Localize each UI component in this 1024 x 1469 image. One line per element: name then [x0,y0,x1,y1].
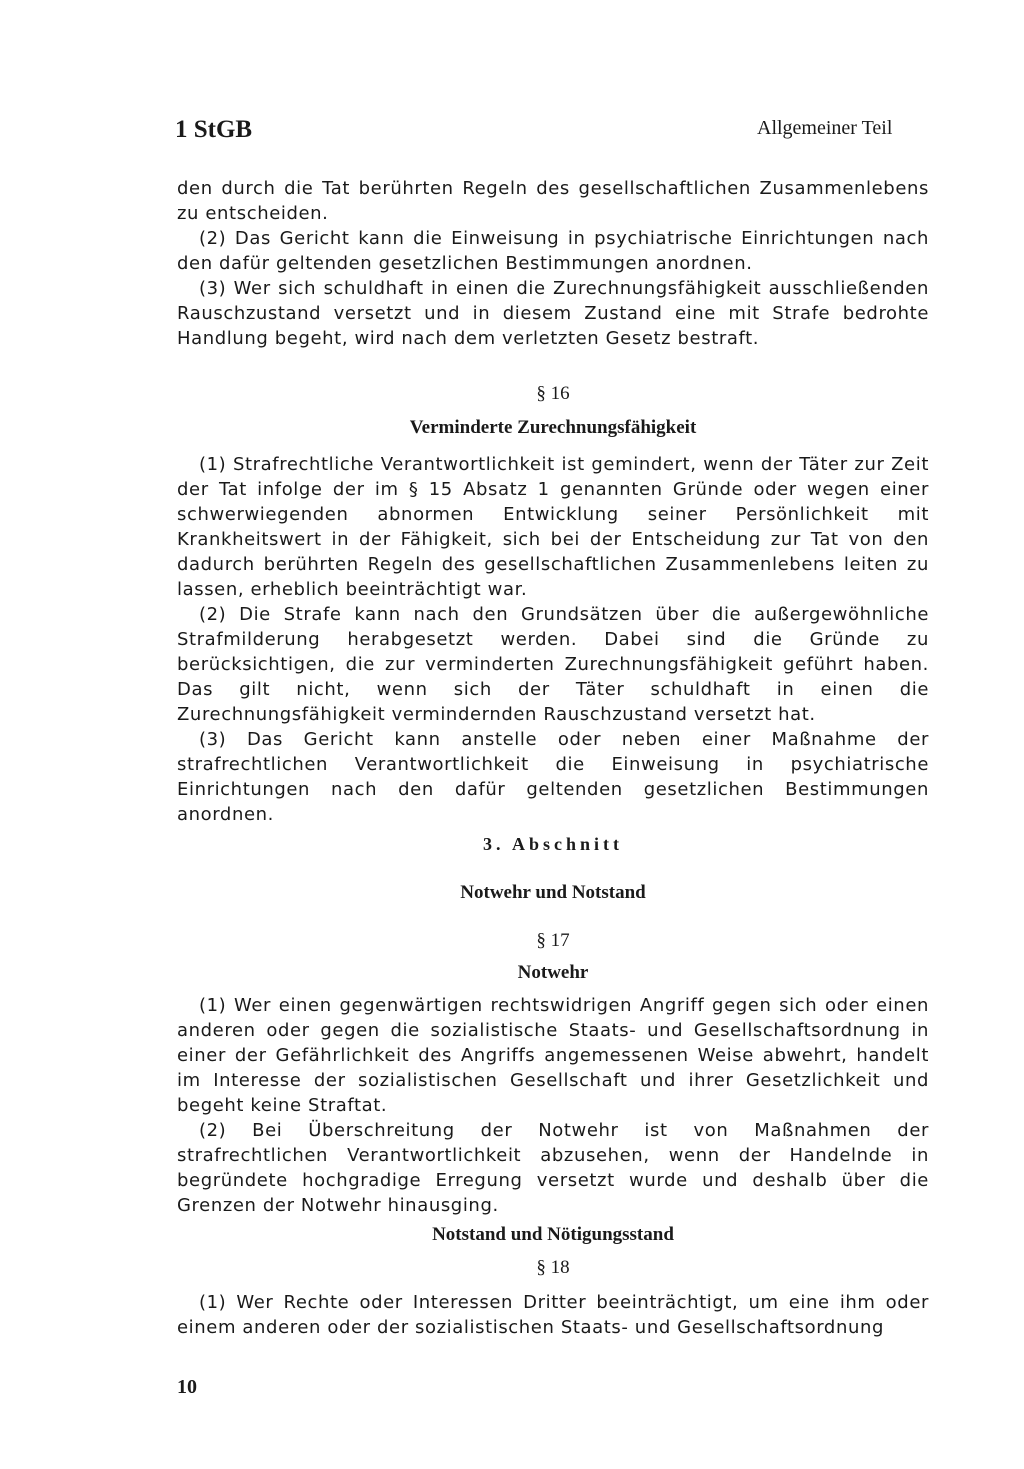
section-17-body [177,993,929,1218]
section-17-title: Notwehr [517,962,589,983]
running-head-code: 1 StGB [175,116,253,143]
paragraph-17-1: (1) Wer einen gegenwärtigen rechtswidrigen Angriff gegen sich oder einen anderen oder gegen die sozialistische Staats- und Gesellschaftsordnung in einer der Gefährlichkeit des Angriffs angemessenen Weise abwehrt, handelt im Interesse der sozialistischen Gesellschaft und ihrer Gesetzlichkeit und begeht keine Straftat. [177,995,929,1116]
paragraph-16-2: (2) Die Strafe kann nach den Grundsätzen über die außergewöhnliche Strafmilderung herabgesetzt werden. Dabei sind die Gründe zu berücksichtigen, die zur verminderten Zurechnungsfähigkeit geführt haben. Das gilt nicht, wenn sich der Täter schuldhaft in einen die Zurechnungsfähigkeit vermindernden Rauschzustand versetzt hat. [177,604,929,725]
paragraph-16-3: (3) Das Gericht kann anstelle oder neben einer Maßnahme der strafrechtlichen Verantwortlichkeit die Einweisung in psychiatrische Einrichtungen nach den dafür geltenden gesetzlichen Bestimmungen anordnen. [177,729,929,825]
section-18-number: § 18 [536,1257,570,1278]
paragraph-16-1: (1) Strafrechtliche Verantwortlichkeit ist gemindert, wenn der Täter zur Zeit der Tat infolge der im § 15 Absatz 1 genannten Gründe oder wegen einer schwerwiegenden abnormen Entwicklung seiner Persönlichkeit mit Krankheitswert in der Fähigkeit, sich bei der Entscheidung zur Tat von den dadurch berührten Regeln des gesellschaftlichen Zusammenlebens leiten zu lassen, erheblich beeinträchtigt war. [177,454,929,600]
continued-text [177,176,929,351]
paragraph-continuation: den durch die Tat berührten Regeln des gesellschaftlichen Zusammenlebens zu entscheiden. [177,178,929,224]
page-number: 10 [177,1376,197,1398]
chapter-title: Notwehr und Notstand [460,882,646,903]
section-16-number: § 16 [536,383,570,404]
running-head-title: Allgemeiner Teil [757,117,893,139]
section-16-body [177,452,929,827]
paragraph-15-2: (2) Das Gericht kann die Einweisung in psychiatrische Einrichtungen nach den dafür geltenden gesetzlichen Bestimmungen anordnen. [177,228,929,274]
chapter-label: 3. Abschnitt [482,834,624,854]
paragraph-18-1: (1) Wer Rechte oder Interessen Dritter beeinträchtigt, um eine ihm oder einem anderen oder der sozialistischen Staats- und Gesellschaftsordnung [177,1292,929,1338]
paragraph-15-3: (3) Wer sich schuldhaft in einen die Zurechnungsfähigkeit ausschließenden Rauschzustand versetzt und in diesem Zustand eine mit Strafe bedrohte Handlung begeht, wird nach dem verletzten Gesetz bestraft. [177,278,929,349]
section-18-title: Notstand und Nötigungsstand [432,1224,674,1245]
section-16-title: Verminderte Zurechnungsfähigkeit [409,417,697,438]
paragraph-17-2: (2) Bei Überschreitung der Notwehr ist von Maßnahmen der strafrechtlichen Verantwortlichkeit abzusehen, wenn der Handelnde in begründete hochgradige Erregung versetzt wurde und deshalb über die Grenzen der Notwehr hinausging. [177,1120,929,1216]
section-18-body [177,1290,929,1340]
section-17-number: § 17 [536,930,570,951]
